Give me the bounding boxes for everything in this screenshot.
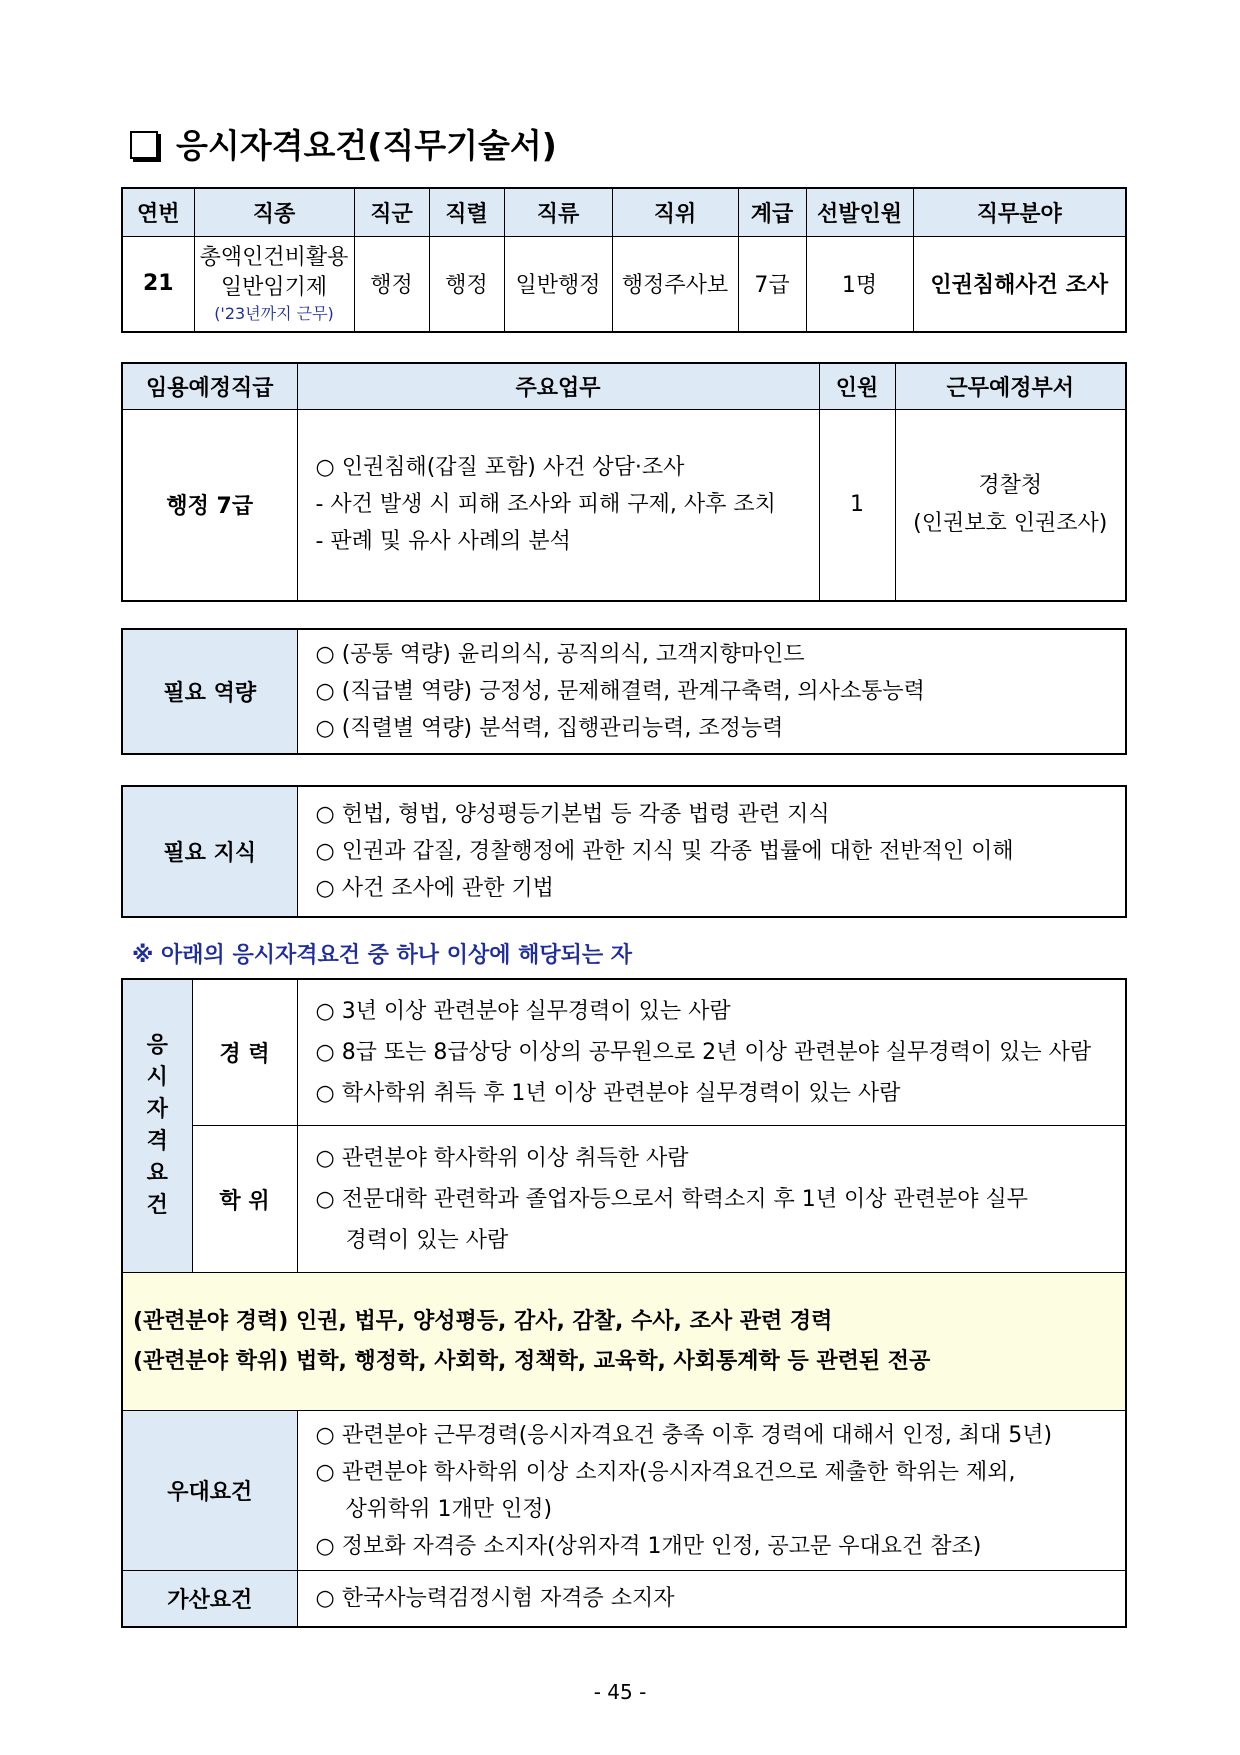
career-item: ○ 학사학위 취득 후 1년 이상 관련분야 실무경력이 있는 사람: [315, 1080, 901, 1106]
degree-item: ○ 전문대학 관련학과 졸업자등으로서 학력소지 후 1년 이상 관련분야 실무: [315, 1186, 1028, 1212]
knowledge-list: [297, 786, 1126, 917]
bonus-label: 가산요건: [122, 1571, 297, 1627]
career-item: ○ 3년 이상 관련분야 실무경력이 있는 사람: [315, 998, 731, 1024]
row-field: 인권침해사건 조사: [913, 236, 1126, 332]
duty-table: [121, 362, 1127, 602]
header-position: 직위: [612, 188, 738, 236]
row-group: 행정: [354, 236, 429, 332]
page-number: - 45 -: [593, 1680, 647, 1704]
knowledge-table: [121, 785, 1127, 918]
degree-list: [297, 1125, 1126, 1272]
headcount: 1: [819, 409, 895, 601]
preference-item-cont: 상위학위 1개만 인정): [345, 1496, 553, 1522]
qualification-vertical-label: [122, 979, 192, 1273]
preference-item: ○ 관련분야 학사학위 이상 소지자(응시자격요건으로 제출한 학위는 제외,: [315, 1459, 1016, 1485]
competency-table: [121, 628, 1127, 755]
preference-label: 우대요건: [122, 1410, 297, 1570]
dept-line1: 경찰청: [978, 472, 1043, 498]
header-count: 선발인원: [806, 188, 913, 236]
vertical-char: 응: [146, 1033, 168, 1059]
vertical-char: 자: [146, 1097, 168, 1123]
row-category: 일반행정: [504, 236, 612, 332]
header-duties: 주요업무: [297, 363, 819, 409]
degree-item: ○ 관련분야 학사학위 이상 취득한 사람: [315, 1145, 689, 1171]
vertical-char: 시: [146, 1065, 168, 1091]
career-label: 경 력: [192, 979, 297, 1125]
kind-line1: 총액인건비활용: [199, 244, 349, 270]
page-title-text: 응시자격요건(직무기술서): [176, 126, 557, 165]
row-kind: [194, 236, 354, 332]
header-headcount: 인원: [819, 363, 895, 409]
competency-list: [297, 629, 1126, 754]
row-position: 행정주사보: [612, 236, 738, 332]
header-no: 연번: [122, 188, 194, 236]
header-series: 직렬: [429, 188, 504, 236]
row-no: 21: [122, 236, 194, 332]
duty-item: - 사건 발생 시 피해 조사와 피해 구제, 사후 조치: [315, 492, 776, 518]
header-kind: 직종: [194, 188, 354, 236]
checkbox-square-icon: [130, 131, 158, 159]
related-career: (관련분야 경력) 인권, 법무, 양성평등, 감사, 감찰, 수사, 조사 관련 경력: [133, 1308, 833, 1334]
duty-item: ○ 인권침해(갑질 포함) 사건 상담·조사: [315, 455, 685, 481]
kind-note: ('23년까지 근무): [214, 303, 334, 323]
vertical-char: 격: [146, 1129, 168, 1155]
dept: [895, 409, 1126, 601]
vertical-char: 요: [146, 1161, 168, 1187]
duties-list: [297, 409, 819, 601]
preference-item: ○ 관련분야 근무경력(응시자격요건 충족 이후 경력에 대해서 인정, 최대 5년): [315, 1422, 1053, 1448]
page-title: [130, 120, 557, 167]
dept-line2: (인권보호 인권조사): [913, 510, 1108, 536]
kind-line2: 일반임기제: [220, 274, 328, 300]
competency-label: 필요 역량: [122, 629, 297, 754]
row-grade: 7급: [738, 236, 806, 332]
header-field: 직무분야: [913, 188, 1126, 236]
appoint-grade: 행정 7급: [122, 409, 297, 601]
related-fields: [122, 1273, 1126, 1410]
vertical-char: 건: [146, 1193, 168, 1219]
qualification-table: [121, 978, 1127, 1628]
header-group: 직군: [354, 188, 429, 236]
competency-item: ○ (공통 역량) 윤리의식, 공직의식, 고객지향마인드: [315, 642, 805, 667]
preference-list: [297, 1410, 1126, 1570]
competency-item: ○ (직급별 역량) 긍정성, 문제해결력, 관계구축력, 의사소통능력: [315, 679, 925, 704]
qualification-note: ※ 아래의 응시자격요건 중 하나 이상에 해당되는 자: [132, 943, 633, 968]
position-table: [121, 187, 1127, 333]
knowledge-item: ○ 헌법, 형법, 양성평등기본법 등 각종 법령 관련 지식: [315, 802, 830, 827]
related-degree: (관련분야 학위) 법학, 행정학, 사회학, 정책학, 교육학, 사회통계학 등 관련된 전공: [133, 1348, 931, 1374]
knowledge-label: 필요 지식: [122, 786, 297, 917]
row-series: 행정: [429, 236, 504, 332]
preference-item: ○ 정보화 자격증 소지자(상위자격 1개만 인정, 공고문 우대요건 참조): [315, 1533, 982, 1559]
knowledge-item: ○ 인권과 갑질, 경찰행정에 관한 지식 및 각종 법률에 대한 전반적인 이해: [315, 839, 1014, 864]
duty-item: - 판례 및 유사 사례의 분석: [315, 529, 571, 555]
row-count: 1명: [806, 236, 913, 332]
career-item: ○ 8급 또는 8급상당 이상의 공무원으로 2년 이상 관련분야 실무경력이 있는 사람: [315, 1039, 1092, 1065]
degree-item-cont: 경력이 있는 사람: [345, 1227, 509, 1253]
knowledge-item: ○ 사건 조사에 관한 기법: [315, 876, 554, 901]
competency-item: ○ (직렬별 역량) 분석력, 집행관리능력, 조정능력: [315, 716, 784, 741]
header-category: 직류: [504, 188, 612, 236]
header-grade: 계급: [738, 188, 806, 236]
bonus-item: ○ 한국사능력검정시험 자격증 소지자: [297, 1571, 1126, 1627]
degree-label: 학 위: [192, 1125, 297, 1272]
career-list: [297, 979, 1126, 1125]
header-dept: 근무예정부서: [895, 363, 1126, 409]
header-appoint-grade: 임용예정직급: [122, 363, 297, 409]
